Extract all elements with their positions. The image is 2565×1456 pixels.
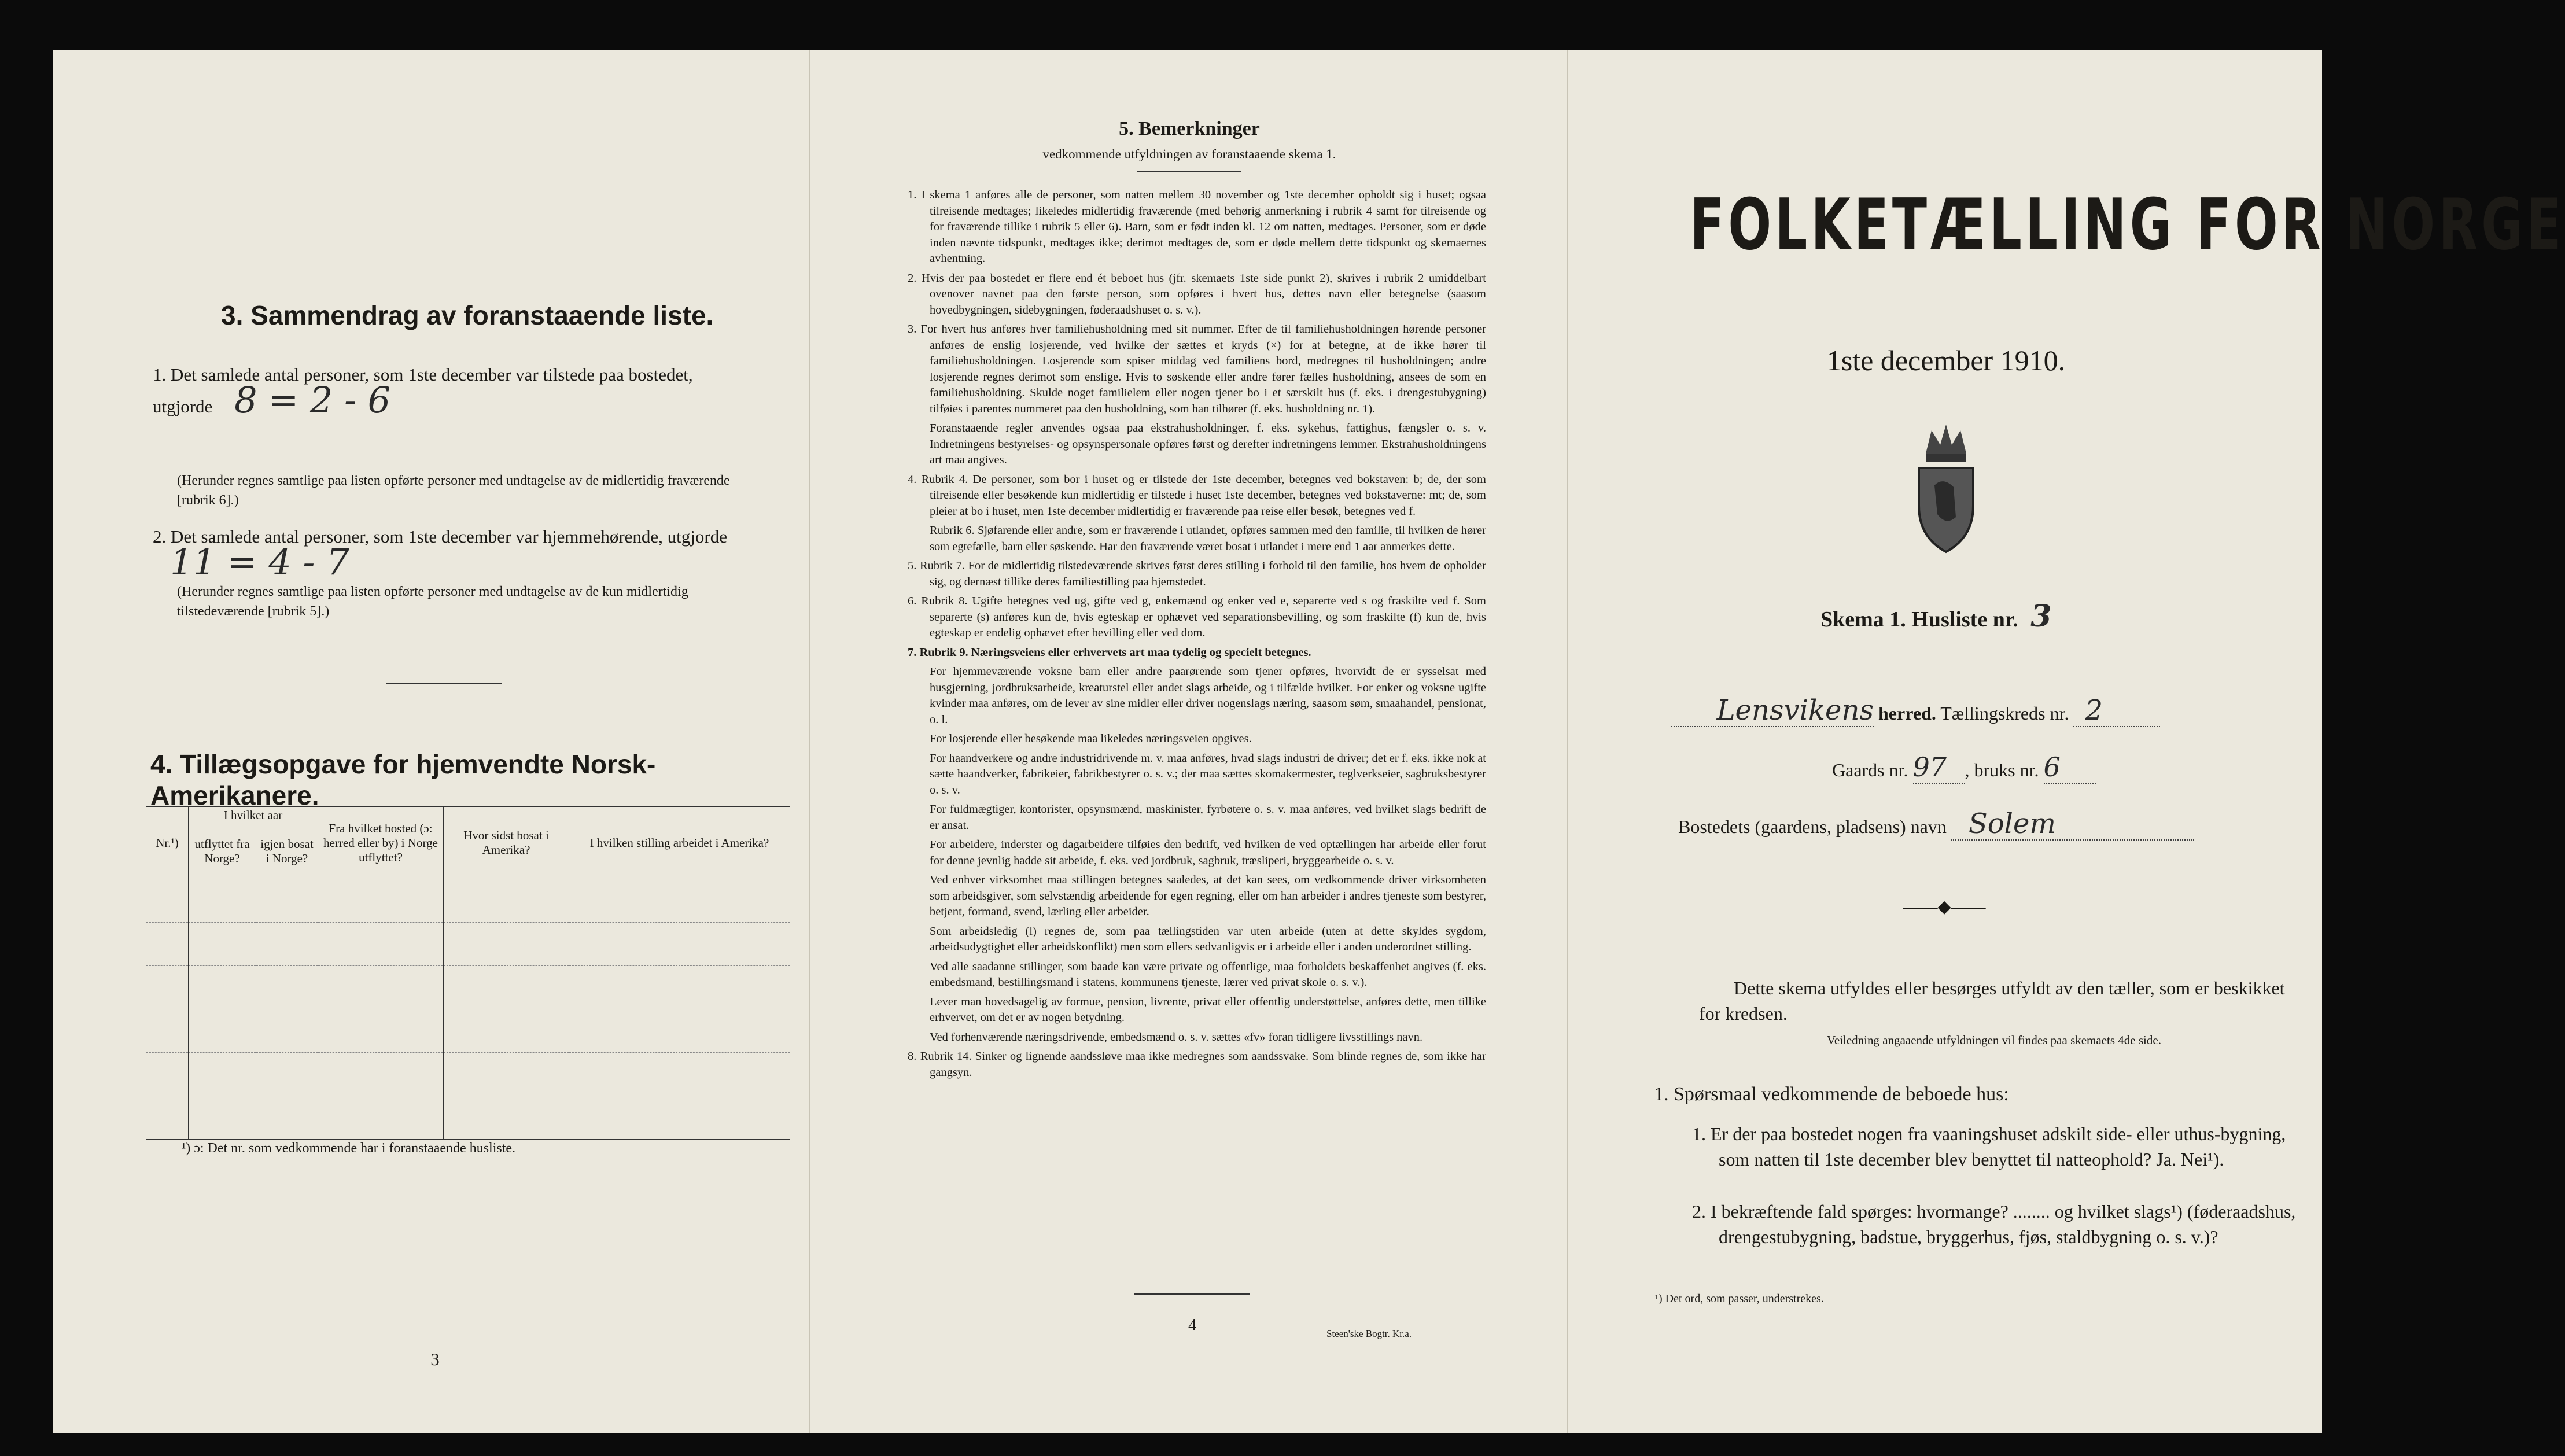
- remark-item: Som arbeidsledig (l) regnes de, som paa tællingstiden var uten arbeide (uten at dette skyldes sygdom, arbeidsudygtighet eller arbeidskonflikt) men som ellers sedvanligvis er i arbeide eller i anden underordnet stilling.: [930, 924, 1486, 953]
- col-fra-hvilket-bosted: Fra hvilket bosted (ɔ: herred eller by) i Norge utflyttet?: [318, 807, 444, 879]
- summary-item1-note: (Herunder regnes samtlige paa listen opførte personer med undtagelse av de midlertidig fraværende [rubrik 6].): [177, 473, 730, 508]
- intro-text: Dette skema utfyldes eller besørges utfyldt av den tæller, som er beskikket for kredsen.: [1699, 978, 2285, 1024]
- kreds-label: Tællingskreds nr.: [1940, 703, 2069, 724]
- bosted-name: Solem: [1968, 808, 2056, 840]
- section5-subtitle: vedkommende utfyldningen av foranstaaende skema 1.: [1042, 147, 1336, 161]
- herred-label: herred.: [1878, 703, 1936, 724]
- col-nr: Nr.¹): [146, 807, 189, 879]
- skema-label: Skema 1. Husliste nr.: [1820, 607, 2018, 632]
- summary-item2-text: 2. Det samlede antal personer, som 1ste december var hjemmehørende, utgjorde: [153, 526, 727, 547]
- bruks-number: 6: [2043, 751, 2061, 783]
- remark-item: For arbeidere, inderster og dagarbeidere tilføies den bedrift, ved hvilken de ved optællingen har arbeide eller forut for denne jevnlig hadde sit arbeide, f. eks. ved jordbruk, sagbruk, træsliperi, bryggearbeide o. s. v.: [930, 838, 1486, 867]
- col-i-hvilket-aar: I hvilket aar: [189, 807, 318, 824]
- bruks-label: bruks nr.: [1974, 760, 2039, 780]
- skema-line: [1820, 599, 2052, 634]
- remark-item: Ved forhenværende næringsdrivende, embedsmænd o. s. v. sættes «fv» foran tidligere livsstillings navn.: [930, 1030, 1423, 1044]
- remark-item: 6. Rubrik 8. Ugifte betegnes ved ug, gifte ved g, enkemænd og enker ved e, separerte ved s og fraskilte ved f. Som separerte (s) anføres kun de, hvis egteskap er ophævet ved separationsbevilling, og som fraskilte (f) kun de, hvis egteskap er endelig ophævet efter bevilling eller ved dom.: [908, 595, 1486, 639]
- bottom-rule: [1134, 1293, 1250, 1295]
- col-igjen-bosat: igjen bosat i Norge?: [256, 824, 318, 879]
- gaards-number: 97: [1912, 751, 1947, 783]
- kreds-number: 2: [2085, 694, 2103, 727]
- remark-item: For fuldmægtiger, kontorister, opsynsmænd, maskinister, fyrbøtere o. s. v. maa anføres, ved hvilket slags bedrift de er ansat.: [930, 803, 1486, 832]
- remark-item: 8. Rubrik 14. Sinker og lignende aandssløve maa ikke medregnes som aandssvake. Som blinde regnes de, som ikke har gangsyn.: [908, 1050, 1486, 1079]
- question-1: 1. Er der paa bostedet nogen fra vaaningshuset adskilt side- eller uthus-bygning, som natten til 1ste december blev benyttet til natteophold? Ja. Nei¹).: [1692, 1123, 2286, 1170]
- footnote: ¹) Det ord, som passer, understrekes.: [1655, 1292, 1824, 1305]
- remark-item: 7. Rubrik 9. Næringsveiens eller erhvervets art maa tydelig og specielt betegnes.: [908, 646, 1311, 659]
- remark-item: 3. For hvert hus anføres hver familiehusholdning med sit nummer. Efter de til familiehusholdningen hørende personer anføres de enslig losjerende, ved hvilke der sættes et kryds (×) for at betegne, at de ikke hører til familiehusholdningen. Losjerende som spiser middag ved familiens bord, medregnes til husholdningen; andre losjerende regnes derimot som enslige. Hvis to søskende eller andre fører fælles husholdning, ansees de som en familiehusholdning. Skulde noget familielem eller nogen tjener bo i et særskilt hus (f. eks. i drengestubygning) tilføies i parentes nummeret paa den husholdning, som han tilhører (f. eks. husholdning nr. 1).: [908, 323, 1486, 415]
- remark-item: 2. Hvis der paa bostedet er flere end ét beboet hus (jfr. skemaets 1ste side punkt 2), skrives i rubrik 2 umiddelbart ovenover navnet paa den første person, som opføres i hvert hus, dettes navn eller betegnelse (saasom hovedbygningen, sidebygningen, føderaadshuset o. s. v.).: [908, 271, 1486, 316]
- remark-item: For losjerende eller besøkende maa likeledes næringsveien opgives.: [930, 732, 1252, 745]
- bosted-line: [1678, 808, 2194, 841]
- remark-item: For haandverkere og andre industridrivende m. v. maa anføres, hvad slags industri de driver; det er f. eks. ikke nok at sætte haandverker, fabrikeier, fabrikbestyrer o. s. v.; der maa sættes skomakermester, teglverkseier, sagbruksbestyrer o. s. v.: [930, 751, 1486, 797]
- table-row: [146, 1096, 790, 1140]
- census-title: FOLKETÆLLING FOR NORGE: [1690, 184, 2565, 267]
- summary-item2-note: (Herunder regnes samtlige paa listen opførte personer med undtagelse av de kun midlertidig tilstedeværende [rubrik 5].): [177, 584, 688, 619]
- herred-line: [1671, 694, 2284, 727]
- col-hvor-sidst: Hvor sidst bosat i Amerika?: [444, 807, 569, 879]
- page-right: [1567, 50, 2565, 1433]
- gaards-line: Gaards nr. 97 , bruks nr. 6: [1832, 754, 2096, 784]
- table-row: [146, 1053, 790, 1096]
- remarks-list: [908, 187, 1486, 1084]
- remark-item: Foranstaaende regler anvendes ogsaa paa ekstrahusholdninger, f. eks. sykehus, fattighus, fængsler o. s. v. Indretningens bestyrelses- og opsynspersonale opføres først og derefter indretningens lemmer. Ekstrahusholdningens art maa angives.: [930, 422, 1486, 466]
- gaards-label: Gaards nr.: [1832, 760, 1908, 780]
- col-utflyttet: utflyttet fra Norge?: [189, 824, 256, 879]
- question-heading: 1. Spørsmaal vedkommende de beboede hus:: [1654, 1083, 2009, 1105]
- summary-item2-handwritten: 11 = 4 - 7: [170, 541, 349, 583]
- summary-item1: [153, 362, 743, 419]
- question-2: 2. I bekræftende fald spørges: hvormange? ........ og hvilket slags¹) (føderaadshus, drengestubygning, badstue, bryggerhus, fjøs, staldbygning o. s. v.)?: [1692, 1201, 2296, 1247]
- page-middle: [809, 50, 1567, 1433]
- remark-item: For hjemmeværende voksne barn eller andre paarørende som tjener opføres, hvorvidt de er sysselsat med husgjerning, jordbruksarbeide, kreaturstel eller andet slags arbeide, og i tilfælde hvilket. For enker og voksne ugifte kvinder maa anføres, om de lever av sine midler eller driver nogenslags næring, saasom søm, smaahandel, pensionat, o. l.: [930, 665, 1486, 726]
- table-row: [146, 966, 790, 1009]
- census-date: 1ste december 1910.: [1826, 344, 2066, 377]
- remark-item: Ved enhver virksomhet maa stillingen betegnes saaledes, at det kan sees, om vedkommende driver virksomheten som arbeidsgiver, som selvstændig arbeidende for egen regning, eller om han arbeider i andres tjeneste som bestyrer, betjent, formand, svend, lærling eller arbeider.: [930, 873, 1486, 918]
- table-footnote: ¹) ɔ: Det nr. som vedkommende har i foranstaaende husliste.: [182, 1141, 516, 1156]
- husliste-number: 3: [2030, 599, 2052, 634]
- page-number: 3: [430, 1349, 440, 1369]
- remark-item: Rubrik 6. Sjøfarende eller andre, som er fraværende i utlandet, opføres sammen med den familie, til hvilken de hører som egtefælle, barn eller søskende. Har den fraværende været bosat i utlandet i mere end 1 aar anmerkes dette.: [930, 524, 1486, 553]
- remark-item: 4. Rubrik 4. De personer, som bor i huset og er tilstede der 1ste december, betegnes ved bokstaven: b; de, der som tilreisende eller besøkende kun midlertidig er tilstede i huset 1ste december, betegnes ved bokstaverne: mt; de, som pleier at bo i huset, men 1ste december midlertidig er fraværende paa reise eller besøk, betegnes ved f.: [908, 473, 1486, 518]
- page-number: 4: [1188, 1317, 1196, 1335]
- summary-item1-text: 1. Det samlede antal personer, som 1ste december var tilstede paa bostedet, utgjorde: [153, 364, 693, 416]
- bosted-label: Bostedets (gaardens, pladsens) navn: [1678, 816, 1947, 837]
- printer-mark: Steen'ske Bogtr. Kr.a.: [1326, 1328, 1412, 1339]
- ornament-icon: ——◆——: [1903, 897, 1986, 916]
- table-row: [146, 1009, 790, 1053]
- section3-title: 3. Sammendrag av foranstaaende liste.: [221, 300, 714, 330]
- summary-item2: [153, 524, 743, 581]
- col-stilling: I hvilken stilling arbeidet i Amerika?: [569, 807, 790, 879]
- remark-item: Lever man hovedsagelig av formue, pension, livrente, privat eller offentlig understøttelse, anføres dette, men tillike erhvervet, om det er av nogen betydning.: [930, 995, 1486, 1024]
- coat-of-arms-icon: [1908, 413, 1984, 558]
- separator: [386, 683, 502, 684]
- section5-title: 5. Bemerkninger: [1119, 118, 1260, 139]
- section4-title: 4. Tillægsopgave for hjemvendte Norsk-Amerikanere.: [150, 749, 656, 810]
- page-left: [53, 50, 809, 1433]
- summary-item1-handwritten: 8 = 2 - 6: [234, 379, 391, 421]
- veiledning-text: Veiledning angaaende utfyldningen vil findes paa skemaets 4de side.: [1827, 1033, 2161, 1047]
- herred-name: Lensvikens: [1716, 694, 1874, 727]
- table-row: [146, 923, 790, 966]
- norsk-amerikanere-table: [146, 806, 790, 1140]
- remark-item: 5. Rubrik 7. For de midlertidig tilstedeværende skrives først deres stilling i forhold til den familie, hos hvem de opholder sig, og dernæst tillike deres familiestilling paa hjemstedet.: [908, 559, 1486, 588]
- title-rule: [1137, 171, 1241, 172]
- remark-item: 1. I skema 1 anføres alle de personer, som natten mellem 30 november og 1ste december opholdt sig i huset; ogsaa tilreisende medtages; likeledes midlertidig fraværende (med behørig anmerkning i rubrik 4 samt for tilreisende og for fraværende tillike i rubrik 5 eller 6). Barn, som er født inden kl. 12 om natten, medtages. Personer, som er døde inden nævnte tidspunkt, medtages ikke; derimot medtages de, som er døde mellem dette tidspunkt og skemaernes avhentning.: [908, 189, 1486, 265]
- remark-item: Ved alle saadanne stillinger, som baade kan være private og offentlige, maa forholdets beskaffenhet angives (f. eks. embedsmand, bestillingsmand i statens, kommunens tjeneste, lærer ved privat skole o. s. v.).: [930, 960, 1486, 989]
- table-row: [146, 879, 790, 923]
